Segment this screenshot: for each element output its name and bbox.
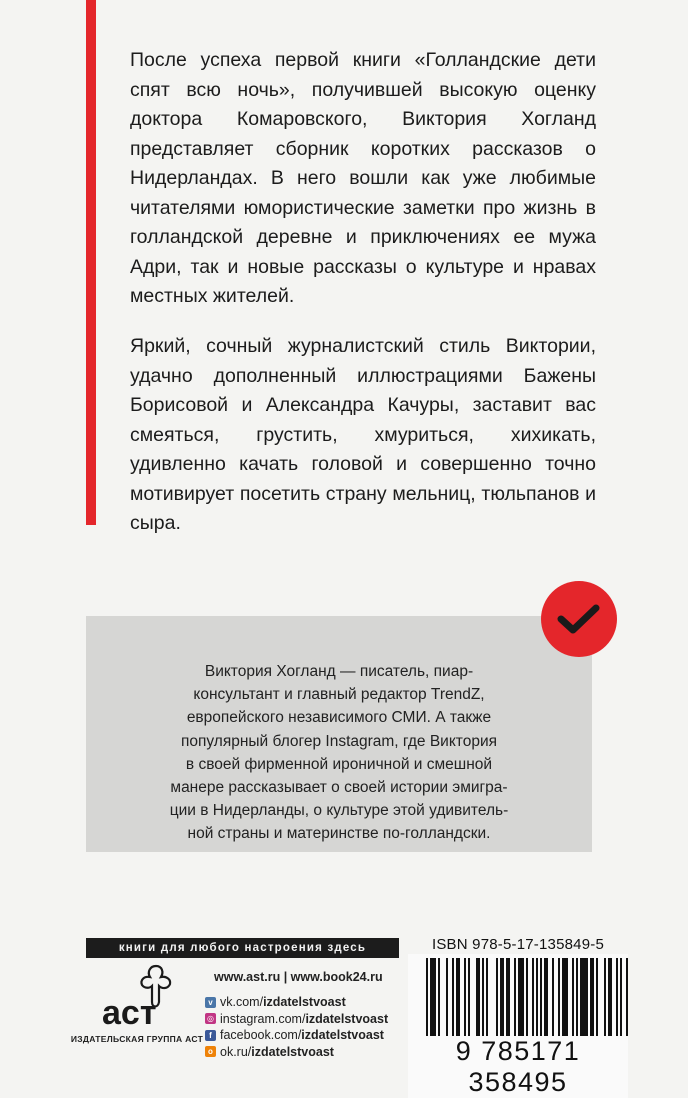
social-prefix: vk.com/ — [220, 995, 264, 1010]
barcode-bar — [464, 958, 466, 1038]
social-link-odnoklassniki[interactable] — [205, 1044, 388, 1061]
publisher-websites[interactable]: www.ast.ru | www.book24.ru — [214, 970, 383, 984]
barcode-bar — [432, 958, 436, 1038]
barcode-bar — [620, 958, 622, 1038]
vk-icon: v — [205, 997, 216, 1008]
barcode-bar — [438, 958, 440, 1038]
barcode-bar — [426, 958, 428, 1046]
barcode-bar — [486, 958, 488, 1038]
social-handle: izdatelstvoast — [301, 1028, 384, 1043]
barcode-bar — [616, 958, 618, 1038]
barcode-bar — [446, 958, 448, 1038]
barcode-bar — [544, 958, 548, 1046]
social-links — [205, 994, 388, 1060]
barcode-bar — [590, 958, 594, 1038]
barcode-bar — [540, 958, 542, 1046]
barcode-bar — [526, 958, 528, 1038]
bio-line: ции в Нидерланды, о культуре этой удивитель- — [169, 802, 509, 820]
barcode-bar — [552, 958, 554, 1046]
barcode-bar — [456, 958, 460, 1038]
barcode-bar — [500, 958, 504, 1038]
barcode-bar — [536, 958, 538, 1038]
author-bio-text — [102, 660, 576, 846]
barcode-digits: 9 785171 358495 — [408, 1036, 628, 1098]
checkmark-icon — [541, 581, 617, 657]
instagram-icon: ◎ — [205, 1013, 216, 1024]
social-prefix: facebook.com/ — [220, 1028, 302, 1043]
barcode-bar — [596, 958, 598, 1038]
barcode-bar — [604, 958, 606, 1038]
barcode-bar — [468, 958, 470, 1038]
ast-logo-icon — [92, 962, 192, 1032]
barcode-bar — [626, 958, 628, 1038]
barcode-bar — [430, 958, 432, 1046]
social-prefix: ok.ru/ — [220, 1044, 252, 1059]
social-handle: izdatelstvoast — [251, 1044, 334, 1059]
barcode-bar — [572, 958, 574, 1038]
social-link-facebook[interactable] — [205, 1027, 388, 1044]
bio-line: Виктория Хогланд — писатель, пиар- — [204, 663, 474, 680]
author-bio-box — [86, 616, 592, 852]
social-link-instagram[interactable] — [205, 1011, 388, 1028]
publisher-caption: ИЗДАТЕЛЬСКАЯ ГРУППА АСТ — [70, 1034, 204, 1044]
barcode-bar — [452, 958, 454, 1038]
barcode-bar — [514, 958, 516, 1038]
red-accent-bar — [86, 0, 96, 525]
barcode-bar — [496, 958, 498, 1038]
barcode-bar — [518, 958, 524, 1038]
ast-logo-text: аст — [102, 994, 157, 1032]
social-prefix: instagram.com/ — [220, 1011, 306, 1026]
odnoklassniki-icon: о — [205, 1046, 216, 1057]
barcode-bar — [482, 958, 484, 1038]
barcode-bar — [580, 958, 588, 1038]
barcode-bar — [506, 958, 510, 1038]
barcode-bar — [562, 958, 568, 1038]
barcode — [408, 954, 628, 1097]
facebook-icon: f — [205, 1030, 216, 1041]
bio-line: ной страны и материнстве по-голландски. — [187, 825, 491, 843]
barcode-bar — [576, 958, 578, 1038]
barcode-bar — [558, 958, 560, 1038]
description-paragraph-2: Яркий, сочный журналистский стиль Виктории, удачно дополненный иллюстрациями Бажены Борисовой и Александра Качуры, заставит вас смеяться, грустить, хмуриться, хихикать, удивленно качать головой и совершенно точно мотивирует посетить страну мельниц, тюльпанов и сыра. — [130, 335, 596, 534]
checkmark-badge — [541, 581, 617, 657]
bio-line: консультант и главный редактор TrendZ, — [193, 686, 485, 704]
bio-line: популярный блогер Instagram, где Виктория — [180, 732, 498, 750]
description-paragraph-1: После успеха первой книги «Голландские дети спят всю ночь», получившей высокую оценку доктора Комаровского, Виктория Хогланд представляет сборник коротких рассказов о Нидерландах. В него вошли как уже любимые читателями юмористические заметки про жизнь в голландской деревне и приключениях ее мужа Адри, так и новые рассказы о культуре и нравах местных жителей. — [130, 49, 596, 307]
barcode-bar — [532, 958, 534, 1038]
bio-line: манере рассказывает о своей истории эмигра- — [170, 779, 508, 797]
isbn-label: ISBN 978-5-17-135849-5 — [431, 936, 604, 953]
publisher-tagline: книги для любого настроения здесь — [86, 938, 399, 958]
social-handle: izdatelstvoast — [305, 1011, 389, 1026]
bio-line: европейского независимого СМИ. А также — [186, 709, 492, 727]
barcode-bar — [476, 958, 480, 1038]
bio-line: в своей фирменной ироничной и смешной — [185, 755, 493, 773]
social-handle: izdatelstvoast — [263, 995, 346, 1010]
social-link-vk[interactable] — [205, 994, 388, 1011]
barcode-bar — [608, 958, 612, 1038]
